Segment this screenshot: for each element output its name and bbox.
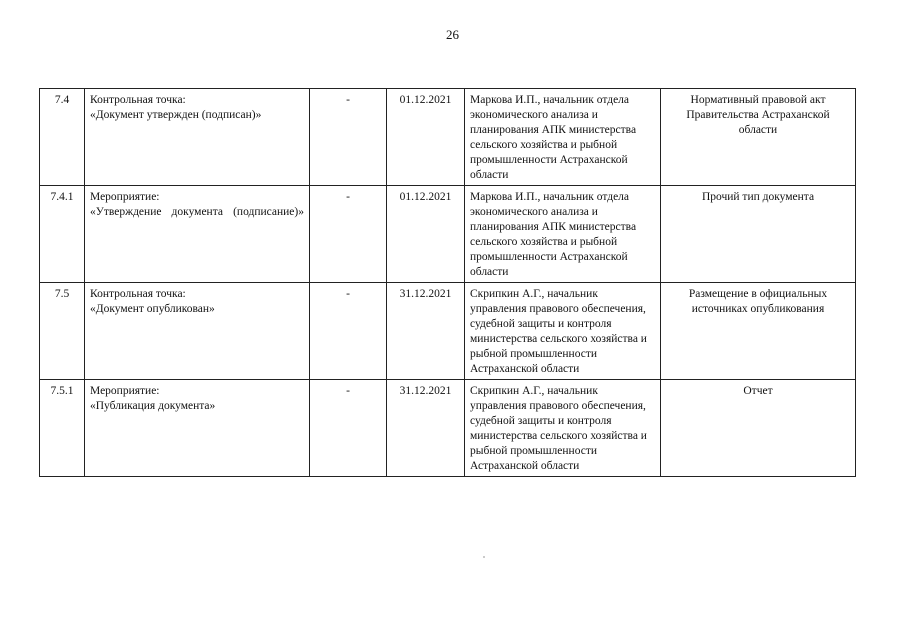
table-row (40, 283, 856, 380)
responsible-cell: Маркова И.П., начальник отдела экономического анализа и планирования АПК министерства сельского хозяйства и рыбной промышленности Астраханской области (465, 186, 661, 283)
item-name-cell (85, 380, 310, 477)
item-title: «Публикация документа» (90, 400, 216, 412)
item-type: Мероприятие: (90, 385, 160, 397)
item-title: «Утверждение документа (подписание)» (90, 206, 304, 218)
row-number: 7.4.1 (40, 186, 85, 283)
start-date-cell: - (310, 283, 387, 380)
row-number: 7.4 (40, 89, 85, 186)
item-type: Контрольная точка: (90, 94, 186, 106)
item-type: Мероприятие: (90, 191, 160, 203)
item-name-cell (85, 283, 310, 380)
table-row (40, 89, 856, 186)
item-name-cell (85, 89, 310, 186)
responsible-cell: Скрипкин А.Г., начальник управления правового обеспечения, судебной защиты и контроля министерства сельского хозяйства и рыбной промышленности Астраханской области (465, 380, 661, 477)
end-date-cell: 01.12.2021 (387, 186, 465, 283)
start-date-cell: - (310, 186, 387, 283)
table-row (40, 380, 856, 477)
end-date-cell: 31.12.2021 (387, 380, 465, 477)
responsible-cell: Маркова И.П., начальник отдела экономического анализа и планирования АПК министерства сельского хозяйства и рыбной промышленности Астраханской области (465, 89, 661, 186)
plan-table (39, 88, 856, 477)
table-row (40, 186, 856, 283)
end-date-cell: 01.12.2021 (387, 89, 465, 186)
document-type-cell: Прочий тип документа (661, 186, 856, 283)
start-date-cell: - (310, 89, 387, 186)
start-date-cell: - (310, 380, 387, 477)
item-name-cell (85, 186, 310, 283)
document-type-cell: Отчет (661, 380, 856, 477)
item-title: «Документ опубликован» (90, 303, 215, 315)
item-type: Контрольная точка: (90, 288, 186, 300)
end-date-cell: 31.12.2021 (387, 283, 465, 380)
row-number: 7.5.1 (40, 380, 85, 477)
scan-speck (483, 556, 485, 558)
document-type-cell: Нормативный правовой акт Правительства Астраханской области (661, 89, 856, 186)
page-number: 26 (446, 27, 459, 42)
responsible-cell: Скрипкин А.Г., начальник управления правового обеспечения, судебной защиты и контроля министерства сельского хозяйства и рыбной промышленности Астраханской области (465, 283, 661, 380)
item-title: «Документ утвержден (подписан)» (90, 109, 262, 121)
document-type-cell: Размещение в официальных источниках опубликования (661, 283, 856, 380)
row-number: 7.5 (40, 283, 85, 380)
